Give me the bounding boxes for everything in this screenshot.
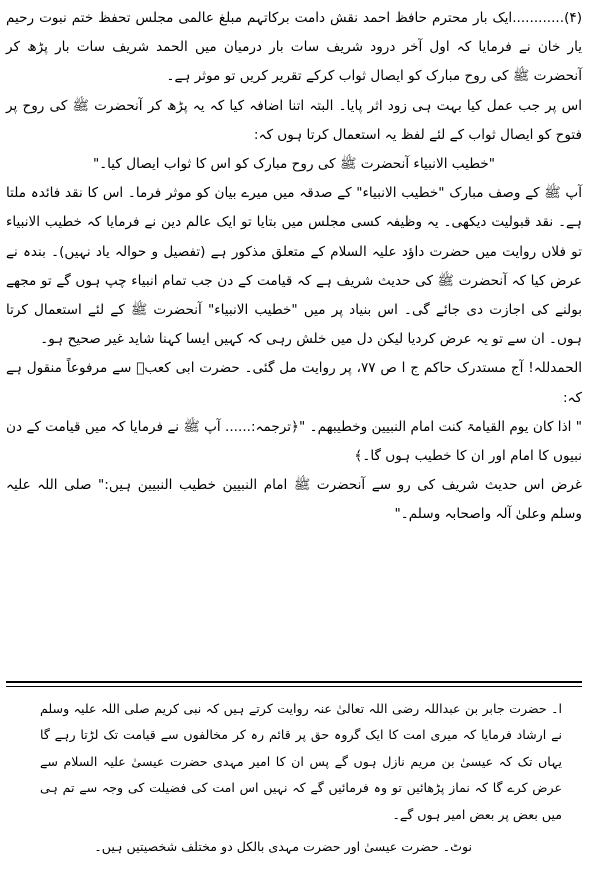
paragraph-hadith: " اذا کان یوم القیامۃ کنت امام النبیین وخطیبھم۔ "﴿ترجمہ:...... آپ ﷺ نے فرمایا کہ میں قیامت کے دن نبیوں کا امام اور ان کا خطیب ہوں گا۔﴾ (6, 418, 582, 465)
footnote-divider-thin (6, 686, 582, 687)
paragraph-discussion: آپ ﷺ کے وصف مبارک "خطیب الانبیاء" کے صدقہ میں میرے بیان کو موثر فرما۔ اس کا نقد فائدہ ملتا ہے۔ نقد قبولیت دیکھی۔ یہ وظیفہ کسی مجلس میں بتایا تو ایک عالم دین نے فرمایا کہ خطیب الانبیاء تو فلاں روایت میں حضرت داؤد علیہ السلام کے متعلق مذکور ہے (تفصیل و حوالہ یاد نہیں)۔ بندہ نے عرض کیا کہ آنحضرت ﷺ کی حدیث شریف ہے کہ قیامت کے دن جب تمام انبیاء چپ ہوں گے تو مجھے بولنے کی اجازت دی جائے گی۔ اس بنیاد پر میں "خطیب الانبیاء" آنحضرت ﷺ کے لئے استعمال کرتا ہوں۔ ان سے تو یہ عرض کردیا لیکن دل میں خلش رہی کہ کہیں ایسا کہنا شاید غیر صحیح ہو۔ (6, 185, 582, 348)
paragraph-practice: اس پر جب عمل کیا بہت ہی زود اثر پایا۔ البتہ اتنا اضافہ کیا کہ یہ پڑھ کر آنحضرت ﷺ کی روح پر فتوح کو ایصال ثواب کے لئے لفظ یہ استعمال کرتا ہوں کہ: (6, 97, 582, 143)
paragraph-intro: (۴)............ایک بار محترم حافظ احمد نقش دامت برکاتہم مبلغ عالمی مجلس تحفظ ختم نبوت رحیم یار خان نے فرمایا کہ اول آخر درود شریف سات بار درمیان میں الحمد شریف سات بار پڑھ کر آنحضرت ﷺ کی روح مبارک کو ایصال ثواب کرکے تقریر کریں تو موثر ہے۔ (6, 10, 582, 85)
quote-dedication: "خطیب الانبیاء آنحضرت ﷺ کی روح مبارک کو اس کا ثواب ایصال کیا۔" (92, 156, 496, 173)
paragraph-conclusion: غرض اس حدیث شریف کی رو سے آنحضرت ﷺ امام النبیین خطیب النبیین ہیں:" صلی اللہ علیہ وسلم وعلیٰ آلہ واصحابہ وسلم۔" (6, 477, 582, 523)
main-text (6, 4, 582, 530)
footnote-divider-thick (6, 681, 582, 683)
paragraph-reference: الحمدللہ! آج مستدرک حاکم ج ا ص ۷۷، پر روایت مل گئی۔ حضرت ابی کعبؓ سے مرفوعاً منقول ہے کہ: (6, 360, 582, 406)
footnote-text: ا۔ حضرت جابر بن عبداللہ رضی اللہ تعالیٰ عنہ روایت کرتے ہیں کہ نبی کریم صلی اللہ علیہ وسلم نے ارشاد فرمایا کہ میری امت کا ایک گروہ حق پر قائم رہ کر مخالفوں سے قیامت تک لڑتا رہے گا یہاں تک کہ عیسیٰ بن مریم نازل ہوں گے پس ان کا امیر مہدی حضرت عیسیٰ علیہ السلام سے عرض کرے گا کہ نماز پڑھائیں تو وہ فرمائیں گے کہ نہیں اس امت کی فضیلت کی وجہ سے تم ہی میں بعض پر بعض امیر ہوں گے۔ (40, 701, 562, 822)
footnote-section (40, 696, 562, 860)
footnote-note: نوٹ۔ حضرت عیسیٰ اور حضرت مہدی بالکل دو مختلف شخصیتیں ہیں۔ (94, 839, 472, 855)
